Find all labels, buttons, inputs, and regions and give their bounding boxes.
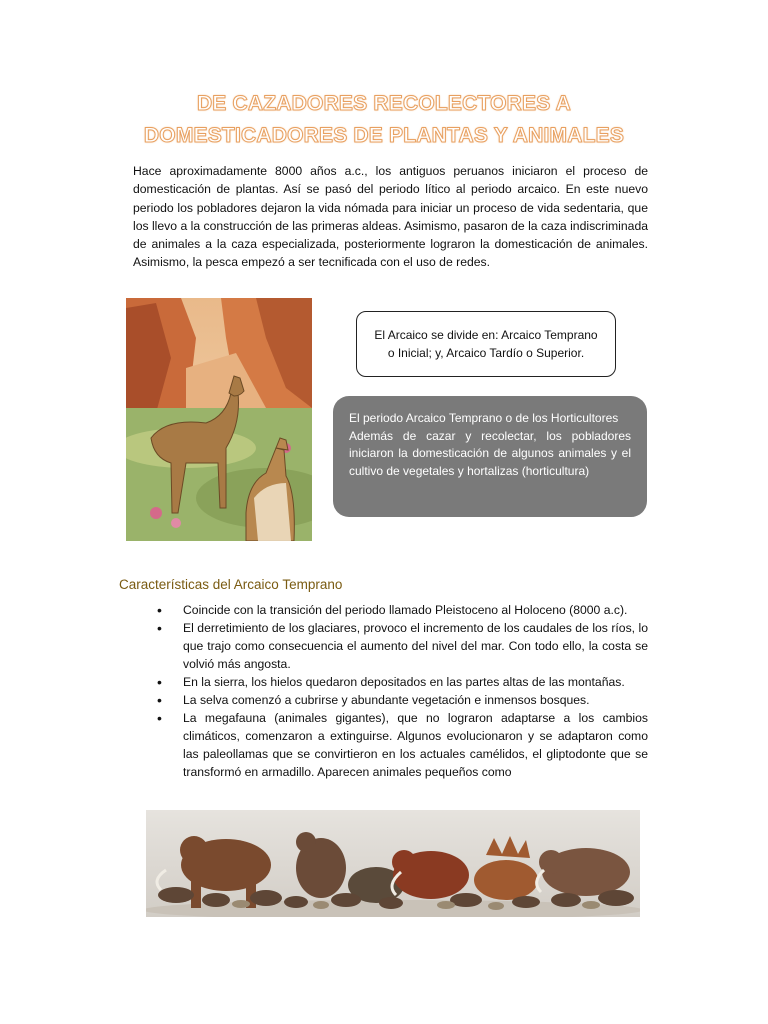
document-title [0, 88, 768, 152]
list-item: • Coincide con la transición del periodo llamado Pleistoceno al Holoceno (8000 a.c). [152, 601, 648, 619]
arcaico-temprano-heading: El periodo Arcaico Temprano o de los Horticultores [349, 411, 619, 425]
arcaico-temprano-box [333, 396, 647, 517]
arcaico-temprano-body: Además de cazar y recolectar, los pobladores iniciaron la domesticación de algunos animales y el cultivo de vegetales y hortalizas (horticultura) [349, 428, 631, 478]
title-line-1: DE CAZADORES RECOLECTORES A [196, 92, 572, 115]
title-line-2: DOMESTICADORES DE PLANTAS Y ANIMALES [143, 124, 625, 147]
vicuna-illustration [126, 298, 312, 541]
list-item: • La megafauna (animales gigantes), que no lograron adaptarse a los cambios climáticos, comenzaron a extinguirse. Algunos evolucionaron y se adaptaron como las paleollamas que se convirtieron en los actuales camélidos, el gliptodonte que se transformó en armadillo. Aparecen animales pequeños como [152, 709, 648, 781]
intro-paragraph: Hace aproximadamente 8000 años a.c., los antiguos peruanos iniciaron el proceso de domesticación de plantas. Así se pasó del periodo lítico al periodo arcaico. En este nuevo periodo los pobladores dejaron la vida nómada para iniciar un proceso de vida sedentaria, que los llevo a la construcción de las primeras aldeas. Asimismo, pasaron de la caza indiscriminada de animales a la caza especializada, posteriormente lograron la domesticación de animales. Asimismo, la pesca empezó a ser tecnificada con el uso de redes. [133, 164, 648, 270]
list-item: • El derretimiento de los glaciares, provoco el incremento de los caudales de los ríos, lo que trajo como consecuencia el aumento del nivel del mar. Con todo ello, la costa se volvió más angosta. [152, 619, 648, 673]
megafauna-illustration [146, 810, 640, 917]
list-item: • La selva comenzó a cubrirse y abundante vegetación e inmensos bosques. [152, 691, 648, 709]
list-item: • En la sierra, los hielos quedaron depositados en las partes altas de las montañas. [152, 673, 648, 691]
arcaico-division-box: El Arcaico se divide en: Arcaico Temprano o Inicial; y, Arcaico Tardío o Superior. [356, 311, 616, 377]
section-title: Características del Arcaico Temprano [119, 577, 343, 592]
characteristics-list [152, 601, 648, 781]
